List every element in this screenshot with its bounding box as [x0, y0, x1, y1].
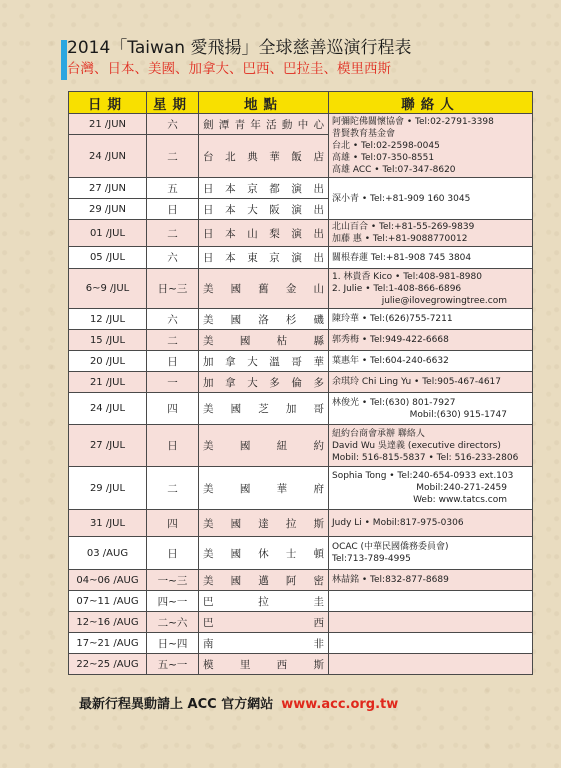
table-row: [69, 220, 533, 247]
weekday-cell: 日: [147, 537, 199, 570]
location-char: 美: [203, 517, 214, 530]
table-row: [69, 425, 533, 467]
contact-line: 余琪玲 Chi Ling Yu • Tel:905-467-4617: [332, 377, 501, 387]
weekday-cell: 四~一: [147, 591, 199, 612]
contact-cell: [329, 537, 533, 570]
location-char: 里: [239, 658, 251, 671]
location-char: 國: [230, 517, 242, 530]
contact-line: 高雄 ACC • Tel:07-347-8620: [332, 164, 456, 175]
location-char: 巴: [203, 595, 214, 608]
contact-cell: [329, 247, 533, 269]
table-row: [69, 467, 533, 510]
table-row: [69, 510, 533, 537]
contact-line: Sophia Tong • Tel:240-654-0933 ext.103: [332, 471, 514, 481]
date-cell: 17~21 /AUG: [69, 633, 147, 654]
location-char: 國: [230, 313, 242, 326]
column-header-location: 地點: [199, 92, 329, 114]
location-char: 拿: [225, 355, 236, 368]
location-cell: [199, 309, 329, 330]
location-char: 動: [281, 118, 293, 131]
location-char: 日: [203, 203, 214, 216]
contact-cell: [329, 393, 533, 425]
date-cell: 05 /JUL: [69, 247, 147, 269]
location-cell: [199, 220, 329, 247]
location-char: 巴: [203, 616, 214, 629]
location-cell: [199, 591, 329, 612]
weekday-cell: 日: [147, 199, 199, 220]
location-text: [203, 117, 324, 132]
weekday-cell: 日~四: [147, 633, 199, 654]
contact-line: 普賢教育基金會: [332, 128, 396, 139]
footer-text: 最新行程異動請上 ACC 官方網站: [79, 697, 274, 712]
location-char: 紐: [276, 440, 288, 452]
table-row: [69, 269, 533, 309]
location-text: [203, 354, 324, 369]
weekday-cell: 五~一: [147, 654, 199, 675]
page-subtitle: 台灣、日本、美國、加拿大、巴西、巴拉圭、模里西斯: [67, 61, 391, 77]
location-text: [203, 281, 324, 296]
location-char: 斯: [313, 517, 324, 530]
contact-line: 1. 林貴香 Kico • Tel:408-981-8980: [332, 271, 482, 282]
date-cell: 6~9 /JUL: [69, 269, 147, 309]
location-char: 潭: [218, 118, 230, 131]
date-cell: 01 /JUL: [69, 220, 147, 247]
location-char: 北: [225, 150, 236, 163]
table-row: [69, 654, 533, 675]
contact-line: Judy Li • Mobil:817-975-0306: [332, 518, 464, 528]
weekday-cell: 二: [147, 330, 199, 351]
contact-line: Mobil:(630) 915-1747: [409, 409, 507, 420]
contact-line: Tel:713-789-4995: [332, 554, 411, 564]
location-char: 大: [247, 376, 258, 389]
contact-cell: [329, 612, 533, 633]
contact-cell: [329, 351, 533, 372]
contact-line: 深小青 • Tel:+81-909 160 3045: [332, 193, 471, 204]
date-cell: 27 /JUL: [69, 425, 147, 467]
location-text: [203, 438, 324, 453]
location-char: 南: [203, 637, 214, 650]
location-char: 飯: [291, 150, 302, 163]
location-char: 店: [313, 150, 324, 163]
location-char: 加: [285, 403, 297, 415]
location-char: 模: [203, 658, 214, 671]
location-char: 大: [247, 203, 258, 216]
location-char: 斯: [313, 658, 324, 671]
table-row: [69, 178, 533, 199]
location-char: 加: [203, 355, 214, 368]
location-char: 芝: [258, 403, 269, 415]
location-text: [203, 401, 324, 416]
header: [67, 37, 411, 79]
location-char: 多: [313, 376, 324, 389]
contact-line: 2. Julie • Tel:1-408-866-6896: [332, 283, 462, 294]
location-char: 演: [291, 252, 302, 264]
contact-line: 台北 • Tel:02-2598-0045: [332, 140, 440, 151]
location-cell: [199, 467, 329, 510]
location-char: 國: [239, 334, 251, 347]
location-char: 美: [203, 283, 214, 295]
location-text: [203, 573, 324, 588]
contact-line: 林喆銘 • Tel:832-877-8689: [332, 575, 449, 585]
contact-line: 北山百合 • Tel:+81-55-269-9839: [332, 222, 475, 232]
weekday-cell: 日: [147, 425, 199, 467]
table-row: [69, 633, 533, 654]
location-char: 阪: [269, 203, 280, 216]
location-text: [203, 546, 324, 561]
location-char: 日: [203, 252, 214, 264]
weekday-cell: 二~六: [147, 612, 199, 633]
location-char: 本: [225, 227, 236, 240]
location-char: 美: [203, 574, 214, 587]
weekday-cell: 二: [147, 135, 199, 178]
location-char: 邁: [258, 574, 269, 587]
table-row: [69, 247, 533, 269]
location-char: 哥: [313, 403, 324, 415]
location-char: 多: [269, 376, 280, 389]
location-char: 拉: [285, 517, 297, 530]
location-cell: [199, 654, 329, 675]
schedule-table: [68, 91, 533, 675]
contact-line: 高雄 • Tel:07-350-8551: [332, 152, 435, 163]
location-char: 美: [203, 440, 214, 452]
location-char: 本: [225, 203, 236, 216]
location-cell: [199, 372, 329, 393]
location-char: 京: [269, 252, 280, 264]
contact-cell: [329, 114, 533, 178]
location-char: 美: [203, 334, 214, 347]
location-char: 加: [203, 376, 214, 389]
location-char: 國: [239, 440, 251, 452]
weekday-cell: 一: [147, 372, 199, 393]
location-text: [203, 375, 324, 390]
location-char: 縣: [313, 334, 324, 347]
footer: [79, 693, 398, 712]
weekday-cell: 六: [147, 309, 199, 330]
location-char: 磯: [313, 313, 324, 326]
location-char: 中: [297, 118, 309, 131]
location-char: 出: [313, 252, 324, 264]
location-char: 華: [276, 482, 288, 495]
location-text: [203, 202, 324, 217]
contact-line: 阿彌陀佛關懷協會 • Tel:02-2791-3398: [332, 116, 494, 127]
location-char: 本: [225, 252, 236, 264]
table-row: [69, 330, 533, 351]
contact-line: David Wu 吳達義 (executive directors): [332, 440, 501, 451]
location-cell: [199, 612, 329, 633]
table-row: [69, 591, 533, 612]
weekday-cell: 日: [147, 351, 199, 372]
date-cell: 07~11 /AUG: [69, 591, 147, 612]
location-char: 洛: [258, 313, 269, 326]
location-char: 活: [266, 118, 277, 131]
contact-line: 加藤 惠 • Tel:+81-9088770012: [332, 234, 468, 244]
location-char: 約: [313, 440, 324, 452]
location-text: [203, 594, 324, 609]
date-cell: 12~16 /AUG: [69, 612, 147, 633]
location-char: 華: [313, 355, 324, 368]
table-row: [69, 351, 533, 372]
weekday-cell: 一~三: [147, 570, 199, 591]
location-cell: [199, 269, 329, 309]
location-char: 拿: [225, 376, 236, 389]
location-cell: [199, 510, 329, 537]
location-char: 圭: [313, 595, 324, 608]
date-cell: 22~25 /AUG: [69, 654, 147, 675]
location-cell: [199, 537, 329, 570]
location-text: [203, 149, 324, 164]
location-char: 東: [247, 252, 258, 264]
location-char: 府: [313, 482, 324, 495]
contact-cell: [329, 425, 533, 467]
location-char: 演: [291, 227, 302, 240]
location-char: 日: [203, 227, 214, 240]
location-char: 國: [230, 574, 242, 587]
location-char: 劍: [203, 118, 214, 131]
weekday-cell: 日~三: [147, 269, 199, 309]
contact-line: Web: www.tatcs.com: [413, 495, 507, 505]
location-cell: [199, 393, 329, 425]
location-char: 金: [285, 283, 297, 295]
contact-cell: [329, 269, 533, 309]
location-cell: [199, 425, 329, 467]
contact-cell: [329, 510, 533, 537]
location-char: 達: [258, 517, 269, 530]
location-cell: [199, 570, 329, 591]
date-cell: 04~06 /AUG: [69, 570, 147, 591]
location-text: [203, 226, 324, 241]
weekday-cell: 六: [147, 247, 199, 269]
location-text: [203, 312, 324, 327]
location-char: 哥: [291, 355, 302, 368]
location-char: 出: [313, 203, 324, 216]
date-cell: 15 /JUL: [69, 330, 147, 351]
location-char: 山: [247, 227, 258, 240]
location-char: 溫: [269, 355, 280, 368]
location-char: 華: [269, 150, 280, 163]
location-char: 國: [230, 547, 242, 560]
location-char: 阿: [285, 574, 297, 587]
contact-line: julie@ilovegrowingtree.com: [381, 295, 507, 306]
location-text: [203, 481, 324, 496]
location-char: 年: [250, 118, 261, 131]
location-char: 都: [269, 182, 280, 195]
location-text: [203, 516, 324, 531]
location-char: 非: [313, 637, 324, 650]
location-text: [203, 333, 324, 348]
location-char: 國: [230, 403, 242, 415]
date-cell: 24 /JUL: [69, 393, 147, 425]
column-header-date: 日期: [69, 92, 147, 114]
contact-line: 關根春蓮 Tel:+81-908 745 3804: [332, 252, 472, 263]
location-char: 國: [230, 283, 242, 295]
date-cell: 29 /JUN: [69, 199, 147, 220]
contact-cell: [329, 220, 533, 247]
location-char: 枯: [276, 334, 288, 347]
table-row: [69, 393, 533, 425]
date-cell: 31 /JUL: [69, 510, 147, 537]
location-char: 國: [239, 482, 251, 495]
weekday-cell: 二: [147, 467, 199, 510]
location-char: 心: [313, 118, 324, 131]
location-cell: [199, 199, 329, 220]
location-char: 山: [313, 283, 324, 295]
table-row: [69, 570, 533, 591]
date-cell: 03 /AUG: [69, 537, 147, 570]
contact-cell: [329, 330, 533, 351]
location-char: 美: [203, 313, 214, 326]
location-char: 美: [203, 482, 214, 495]
location-char: 演: [291, 203, 302, 216]
contact-cell: [329, 467, 533, 510]
location-char: 本: [225, 182, 236, 195]
contact-line: 葉惠年 • Tel:604-240-6632: [332, 356, 449, 366]
date-cell: 12 /JUL: [69, 309, 147, 330]
contact-cell: [329, 570, 533, 591]
location-char: 密: [313, 574, 324, 587]
table-row: [69, 612, 533, 633]
website-link[interactable]: www.acc.org.tw: [281, 697, 399, 712]
location-cell: [199, 247, 329, 269]
location-char: 美: [203, 547, 214, 560]
location-char: 倫: [291, 376, 302, 389]
location-char: 西: [276, 658, 288, 671]
contact-cell: [329, 654, 533, 675]
location-cell: [199, 178, 329, 199]
location-cell: [199, 633, 329, 654]
location-char: 杉: [285, 313, 297, 326]
date-cell: 27 /JUN: [69, 178, 147, 199]
location-char: 演: [291, 182, 302, 195]
column-header-contact: 聯絡人: [329, 92, 533, 114]
contact-line: 林俊光 • Tel:(630) 801-7927: [332, 397, 456, 408]
location-text: [203, 250, 324, 265]
location-char: 拉: [258, 595, 269, 608]
location-cell: [199, 351, 329, 372]
accent-bar: [61, 40, 67, 80]
location-char: 青: [234, 118, 246, 131]
location-text: [203, 657, 324, 672]
page-title: 2014「Taiwan 愛飛揚」全球慈善巡演行程表: [67, 38, 412, 58]
location-char: 典: [247, 150, 258, 163]
contact-line: OCAC (中華民國僑務委員會): [332, 542, 449, 552]
table-row: [69, 114, 533, 135]
location-char: 出: [313, 227, 324, 240]
location-char: 休: [258, 547, 269, 560]
location-char: 西: [313, 616, 324, 629]
location-cell: [199, 114, 329, 135]
contact-line: 陳玲華 • Tel:(626)755-7211: [332, 314, 453, 324]
location-cell: [199, 135, 329, 178]
contact-line: 郭秀梅 • Tel:949-422-6668: [332, 335, 449, 345]
location-char: 頓: [313, 547, 324, 560]
contact-cell: [329, 372, 533, 393]
location-char: 士: [285, 547, 297, 560]
date-cell: 24 /JUN: [69, 135, 147, 178]
date-cell: 29 /JUL: [69, 467, 147, 510]
weekday-cell: 六: [147, 114, 199, 135]
location-text: [203, 636, 324, 651]
location-char: 梨: [269, 227, 280, 240]
weekday-cell: 二: [147, 220, 199, 247]
location-text: [203, 181, 324, 196]
contact-cell: [329, 309, 533, 330]
contact-cell: [329, 178, 533, 220]
contact-cell: [329, 591, 533, 612]
weekday-cell: 四: [147, 510, 199, 537]
contact-line: 紐約台商會承辦 聯絡人: [332, 428, 425, 439]
contact-cell: [329, 633, 533, 654]
table-row: [69, 537, 533, 570]
table-row: [69, 309, 533, 330]
location-char: 日: [203, 182, 214, 195]
date-cell: 21 /JUN: [69, 114, 147, 135]
location-char: 美: [203, 403, 214, 415]
weekday-cell: 五: [147, 178, 199, 199]
date-cell: 21 /JUL: [69, 372, 147, 393]
location-char: 大: [247, 355, 258, 368]
location-text: [203, 615, 324, 630]
location-char: 京: [247, 182, 258, 195]
location-char: 出: [313, 182, 324, 195]
column-header-day: 星期: [147, 92, 199, 114]
table-row: [69, 372, 533, 393]
location-cell: [199, 330, 329, 351]
contact-line: Mobil: 516-815-5837 • Tel: 516-233-2806: [332, 452, 519, 463]
weekday-cell: 四: [147, 393, 199, 425]
contact-line: Mobil:240-271-2459: [416, 483, 507, 493]
location-char: 舊: [258, 283, 269, 295]
date-cell: 20 /JUL: [69, 351, 147, 372]
location-char: 台: [203, 150, 214, 163]
